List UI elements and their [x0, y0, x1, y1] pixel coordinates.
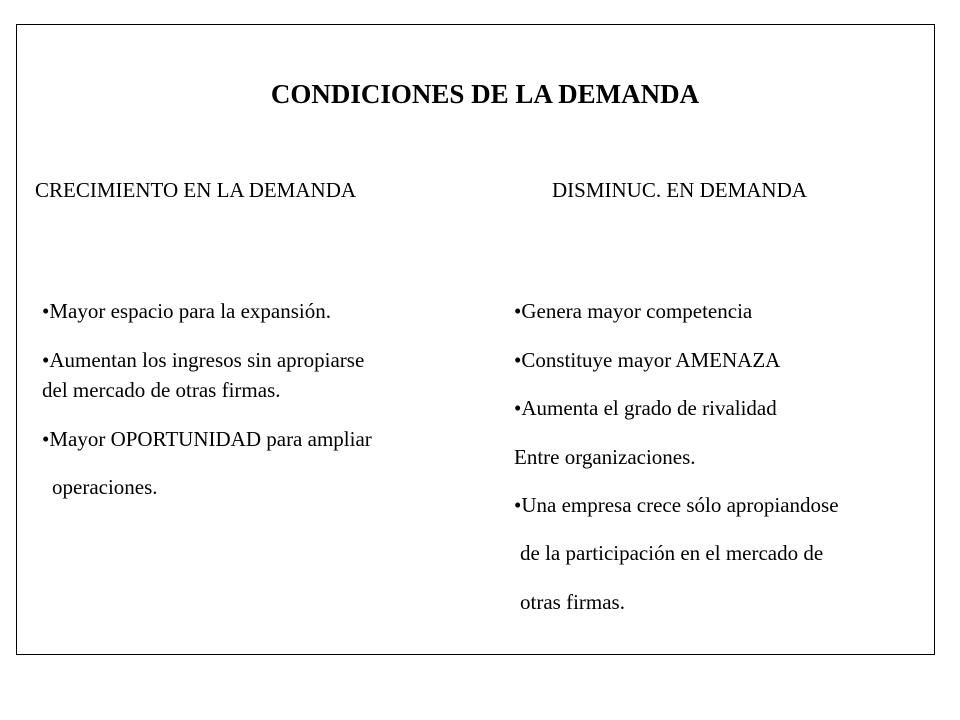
right-bullet-line: •Genera mayor competencia: [514, 299, 753, 323]
left-continuation-line: del mercado de otras firmas.: [42, 378, 281, 402]
right-continuation-line: de la participación en el mercado de: [520, 541, 824, 565]
slide-title: CONDICIONES DE LA DEMANDA: [270, 79, 700, 109]
right-continuation-line: Entre organizaciones.: [514, 445, 696, 469]
left-column-heading: CRECIMIENTO EN LA DEMANDA: [35, 178, 357, 202]
left-bullet-line: •Mayor OPORTUNIDAD para ampliar: [42, 427, 372, 451]
left-bullet-line: •Mayor espacio para la expansión.: [42, 299, 331, 323]
right-column-heading: DISMINUC. EN DEMANDA: [552, 178, 807, 202]
left-continuation-line: operaciones.: [52, 475, 158, 499]
right-bullet-line: •Aumenta el grado de rivalidad: [514, 396, 777, 420]
right-bullet-line: •Una empresa crece sólo apropiandose: [514, 493, 839, 517]
right-bullet-line: •Constituye mayor AMENAZA: [514, 348, 781, 372]
left-bullet-line: •Aumentan los ingresos sin apropiarse: [42, 348, 365, 372]
right-continuation-line: otras firmas.: [520, 590, 625, 614]
